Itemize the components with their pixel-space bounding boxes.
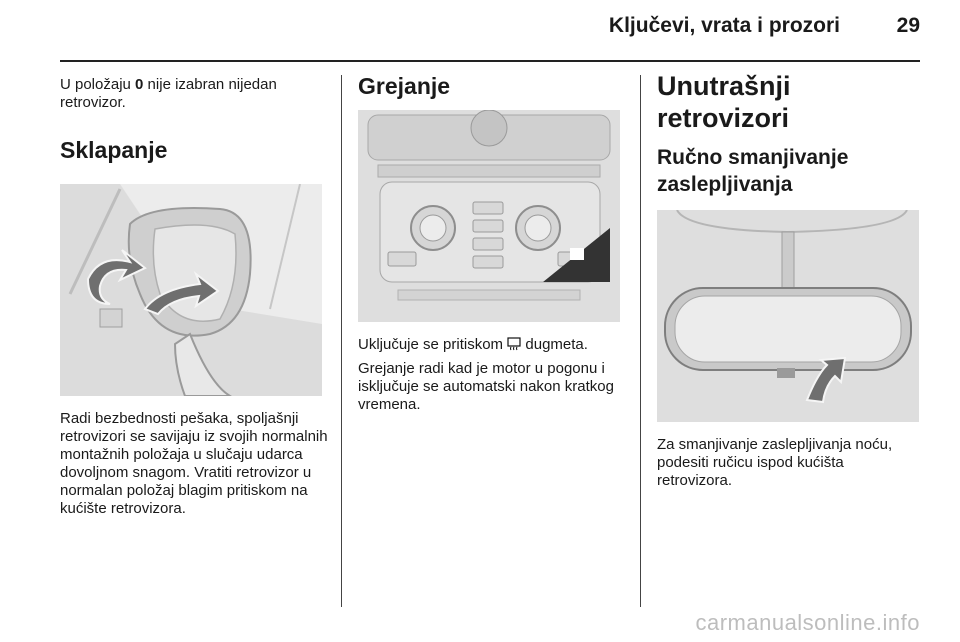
running-header-title: Ključevi, vrata i prozori <box>608 14 840 37</box>
heating-description: Grejanje radi kad je motor u pogonu i isključuje se automatski nakon kratkog vremena. <box>358 360 614 413</box>
column-divider-1 <box>341 75 342 607</box>
figure-mirror-folding <box>60 184 322 396</box>
figure-climate-panel <box>358 110 620 322</box>
mirror-folding-illustration <box>60 184 322 396</box>
section-heading-folding: Sklapanje <box>60 137 168 163</box>
intro-text: U položaju 0 nije izabran nijedan retrovizor. <box>60 76 277 111</box>
folding-paragraph: Radi bezbednosti pešaka, spoljašnji retrovizori se savijaju iz svojih normalnih montažnih položaja u slučaju udarca dovoljnom snagom. Vratiti retrovizor u normalan položaj blagim pritiskom na kućište retrovizora. <box>60 410 328 517</box>
antiglare-paragraph: Za smanjivanje zaslepljivanja noću, podesiti ručicu ispod kućišta retrovizora. <box>657 436 893 489</box>
figure-interior-mirror <box>657 210 919 422</box>
watermark: carmanualsonline.info <box>695 610 920 635</box>
page-number: 29 <box>896 14 920 37</box>
subheading-manual-antiglare: Ručno smanjivanje zaslepljivanja <box>657 146 849 196</box>
column-1 <box>60 70 330 518</box>
section-heading-interior-mirrors: Unutrašnji retrovizori <box>657 71 791 133</box>
rear-window-heat-icon <box>507 337 521 351</box>
column-3 <box>657 70 925 490</box>
heating-instruction: Uključuje se pritiskom dugmeta. <box>358 336 588 353</box>
interior-mirror-illustration <box>657 210 919 422</box>
column-divider-2 <box>640 75 641 607</box>
climate-control-illustration <box>358 110 620 322</box>
header-rule <box>60 60 920 62</box>
section-heading-heating: Grejanje <box>358 73 451 99</box>
column-2 <box>358 70 626 414</box>
